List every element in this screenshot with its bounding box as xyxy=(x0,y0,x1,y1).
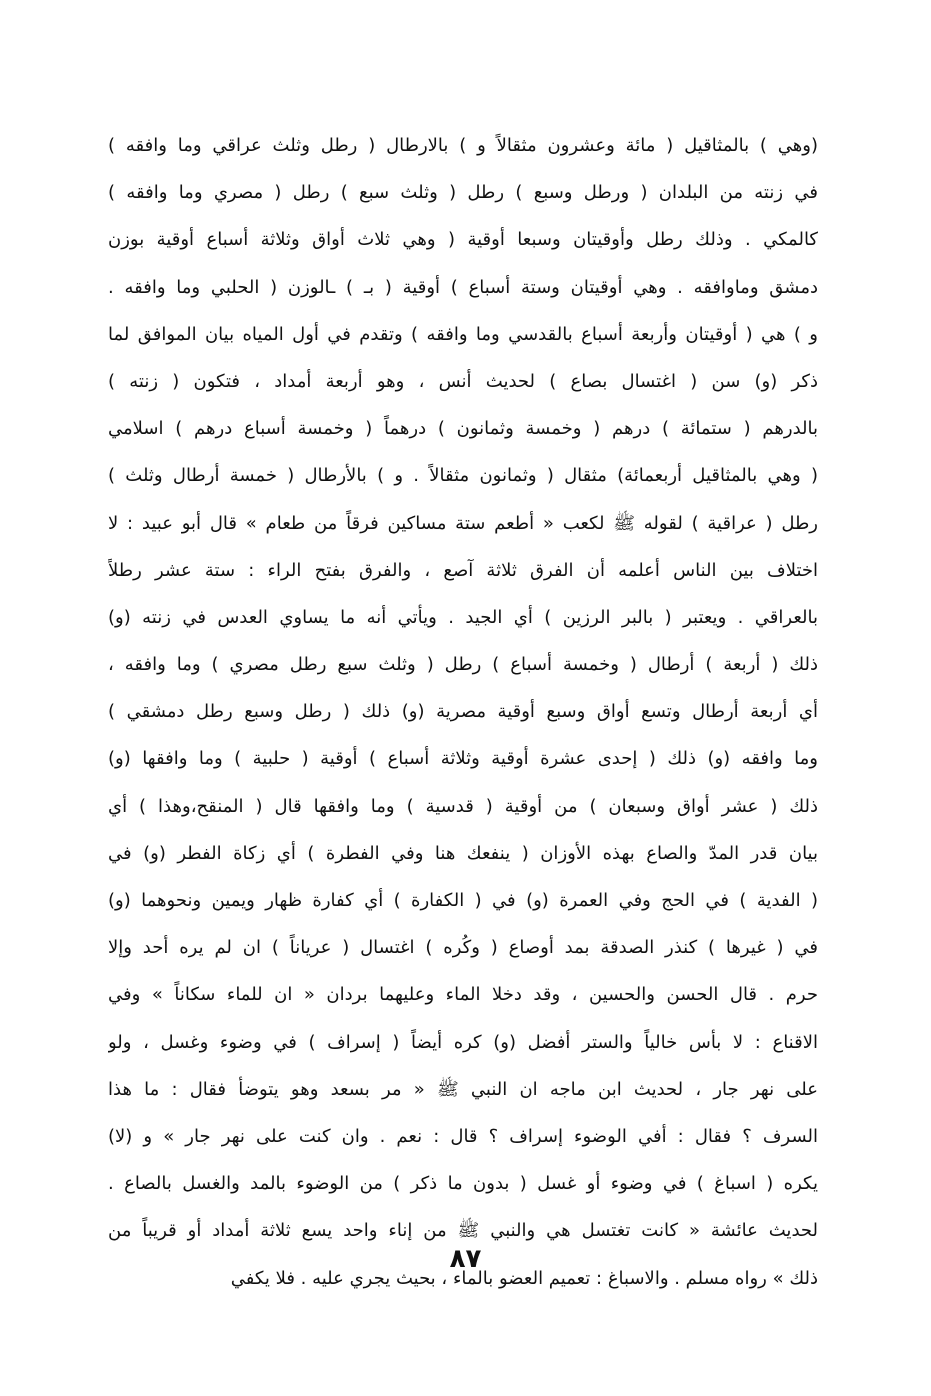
text-line: ذلك » رواه مسلم . والاسباغ : تعميم العضو بالماء ، بحيث يجري عليه . فلا يكفي xyxy=(230,1267,818,1289)
text-line: وما وافقه (و) ذلك ( إحدى عشرة أوقية وثلاثة أسباع ) أوقية ( حلبية ) وما وافقها (و) xyxy=(108,748,818,770)
text-line: الاقناع : لا بأس خالياً والستر أفضل (و) كره أيضاً ( إسراف ) في وضوء وغسل ، ولو xyxy=(108,1031,818,1053)
text-line: دمشق وماوافقه . وهي أوقيتان وستة أسباع ) أوقية ( بـ ) ـالوزن ( الحلبي وما وافقه . xyxy=(108,276,818,298)
text-line: كالمكي . وذلك رطل وأوقيتان وسبعا أوقية ( وهي ثلاث أواق وثلاثة أسباع أوقية بوزن xyxy=(108,229,818,251)
text-line: في ( غيرها ) كنذر الصدقة بمد أوصاع ( وكُره ) اغتسال ( عرياناً ) ان لم يره أحد وإلا xyxy=(108,937,818,959)
text-line: ذلك ( عشر أواق وسبعان ) من أوقية ( قدسية ) وما وافقها قال ( المنقح،وهذا ) أي xyxy=(108,795,818,817)
text-line: أي أربعة أرطال وتسع أواق وسبع أوقية مصرية (و) ذلك ( رطل وسبع رطل دمشقي ) xyxy=(108,701,818,723)
page-number: ٨٧ xyxy=(449,1244,482,1274)
text-line: السرف ؟ فقال : أفي الوضوء إسراف ؟ قال : نعم . وان كنت على نهر جار » و (لا) xyxy=(108,1125,818,1147)
text-line: لحديث عائشة « كانت تغتسل هي والنبي ﷺ من إناء واحد يسع ثلاثة أمداد أو قريباً من xyxy=(108,1220,818,1242)
text-line: اختلاف بين الناس أعلمه أن الفرق ثلاثة آصع ، والفرق بفتح الراء : ستة عشر رطلاً xyxy=(108,559,818,581)
text-line: يكره ( اسباغ ) في وضوء أو غسل ( بدون ما ذكر ) من الوضوء بالمد والغسل بالصاع . xyxy=(108,1173,818,1195)
text-line: بالعراقي . ويعتبر ( بالبر الرزين ) أي الجيد . ويأتي أنه ما يساوي العدس في زنته (و) xyxy=(108,606,818,628)
text-line: ذلك ( أربعة ) أرطال ( وخمسة أسباع ) رطل ( وثلث سبع رطل مصري ) وما وافقه ، xyxy=(108,654,818,676)
body-text xyxy=(108,122,818,1302)
text-line: على نهر جار ، لحديث ابن ماجه ان النبي ﷺ « مر بسعد وهو يتوضأ فقال : ما هذا xyxy=(108,1078,818,1100)
text-line: ( الفدية ) في الحج وفي العمرة (و) في ( الكفارة ) أي كفارة ظهار ويمين ونحوهما (و) xyxy=(108,890,818,911)
text-line: بيان قدر المدّ والصاع بهذه الأوزان ( ينفعك هنا وفي الفطرة ) أي زكاة الفطر (و) في xyxy=(108,842,818,864)
text-line: ذكر (و) سن ( اغتسال بصاع ) لحديث أنس ، وهو أربعة أمداد ، فتكون ( زنته ) xyxy=(108,370,818,392)
text-line: رطل ( عراقية ) لقوله ﷺ لكعب « أطعم ستة مساكين فرقاً من طعام » قال أبو عبيد : لا xyxy=(108,512,818,534)
text-line: حرم . قال الحسن والحسين ، وقد دخلا الماء وعليهما بردان « ان للماء سكاناً » وفي xyxy=(108,984,818,1006)
text-line: (وهي ) بالمثاقيل ( مائة وعشرون مثقالاً و ) بالارطال ( رطل وثلث عراقي وما وافقه ) xyxy=(108,135,818,156)
text-line: و ) هي ( أوقيتان وأربعة أسباع بالقدسي وما وافقه ) وتقدم في أول المياه بيان الموافق لما xyxy=(108,323,818,345)
text-line: في زنته من البلدان ( ورطل وسبع ) رطل ( وثلث سبع ) رطل ( مصري وما وافقه ) xyxy=(108,182,818,204)
text-line: ( وهي بالمثاقيل أربعمائة) مثقال ( وثمانون مثقالاً . و ) بالأرطال ( خمسة أرطال وثلث ) xyxy=(108,465,818,487)
text-line: بالدرهم ( ستمائة ) درهم ( وخمسة وثمانون ) درهماً ( وخمسة أسباع درهم ) اسلامي xyxy=(108,418,818,440)
